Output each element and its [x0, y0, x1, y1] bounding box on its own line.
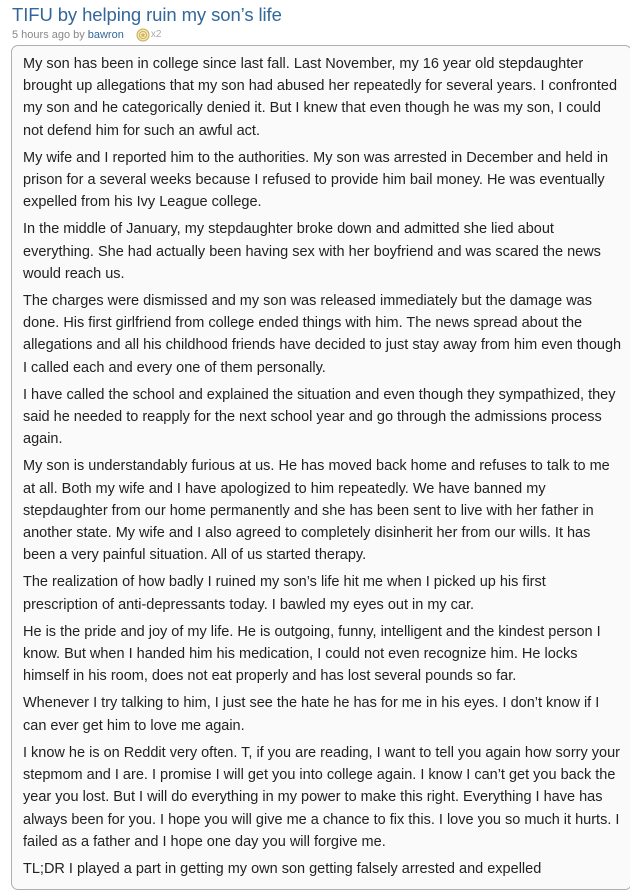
- post-paragraph: The charges were dismissed and my son was released immediately but the damage was done. His first girlfriend from college ended things with him. The news spread about the allegations and all his childhood friends have decided to just stay away from him even though I called each and every one of them personally.: [23, 293, 622, 376]
- award-count: x2: [150, 29, 162, 40]
- post-timestamp[interactable]: 5 hours ago: [12, 29, 71, 41]
- tldr-paragraph: TL;DR I played a part in getting my own son getting falsely arrested and expelled: [23, 860, 542, 877]
- post-paragraph: I know he is on Reddit very often. T, if you are reading, I want to tell you again how sorry your stepmom and I are. I promise I will get you into college again. I know I can’t get you back the year you lost. But I will do everything in my power to make this right. Everything I have has always been for you. I hope you will give me a chance to fix this. I love you so much it hurts. I failed as a father and I hope one day you will forgive me.: [23, 744, 620, 850]
- post-paragraph: In the middle of January, my stepdaughter broke down and admitted she lied about everything. She had actually been having sex with her boyfriend and was scared the news would reach us.: [23, 221, 601, 282]
- post-paragraph: My wife and I reported him to the authorities. My son was arrested in December and held in prison for a several weeks because I refused to provide him bail money. He was eventually expelled from his Ivy League college.: [23, 149, 609, 211]
- author-link[interactable]: bawron: [87, 29, 124, 41]
- post-paragraph: Whenever I try talking to him, I just see the hate he has for me in his eyes. I don’t know if I can ever get him to love me again.: [23, 695, 600, 734]
- post-paragraph: I have called the school and explained the situation and even though they sympathized, they said he needed to reapply for the next school year and go through the admissions process again.: [23, 386, 616, 448]
- post-paragraph: My son is understandably furious at us. He has moved back home and refuses to talk to me at all. Both my wife and I have apologized to him repeatedly. We have banned my stepdaughter from our home permanently and she has been sent to live with her father in another state. My wife and I also agreed to completely disinherit her from our wills. It has been a very painful situation. All of us started therapy.: [23, 458, 610, 564]
- by-label: by: [73, 29, 85, 41]
- post-paragraph: My son has been in college since last fall. Last November, my 16 year old stepdaughter brought up allegations that my son had abused her repeatedly for several years. I confronted my son and he categorically denied it. But I knew that even though he was my son, I could not defend him for such an awful act.: [23, 56, 618, 139]
- post-tagline: [12, 28, 161, 42]
- post-paragraph: The realization of how badly I ruined my son’s life hit me when I picked up his first prescription of anti-depressants today. I bawled my eyes out in my car.: [23, 574, 546, 613]
- award-medal-icon[interactable]: [136, 28, 150, 42]
- post-paragraph: He is the pride and joy of my life. He is outgoing, funny, intelligent and the kindest person I know. But when I handed him his medication, I could not even recognize him. He locks himself in his room, does not eat properly and has lost several pounds so far.: [23, 623, 601, 685]
- post-title-link[interactable]: TIFU by helping ruin my son’s life: [12, 4, 282, 25]
- post-body: [11, 45, 630, 890]
